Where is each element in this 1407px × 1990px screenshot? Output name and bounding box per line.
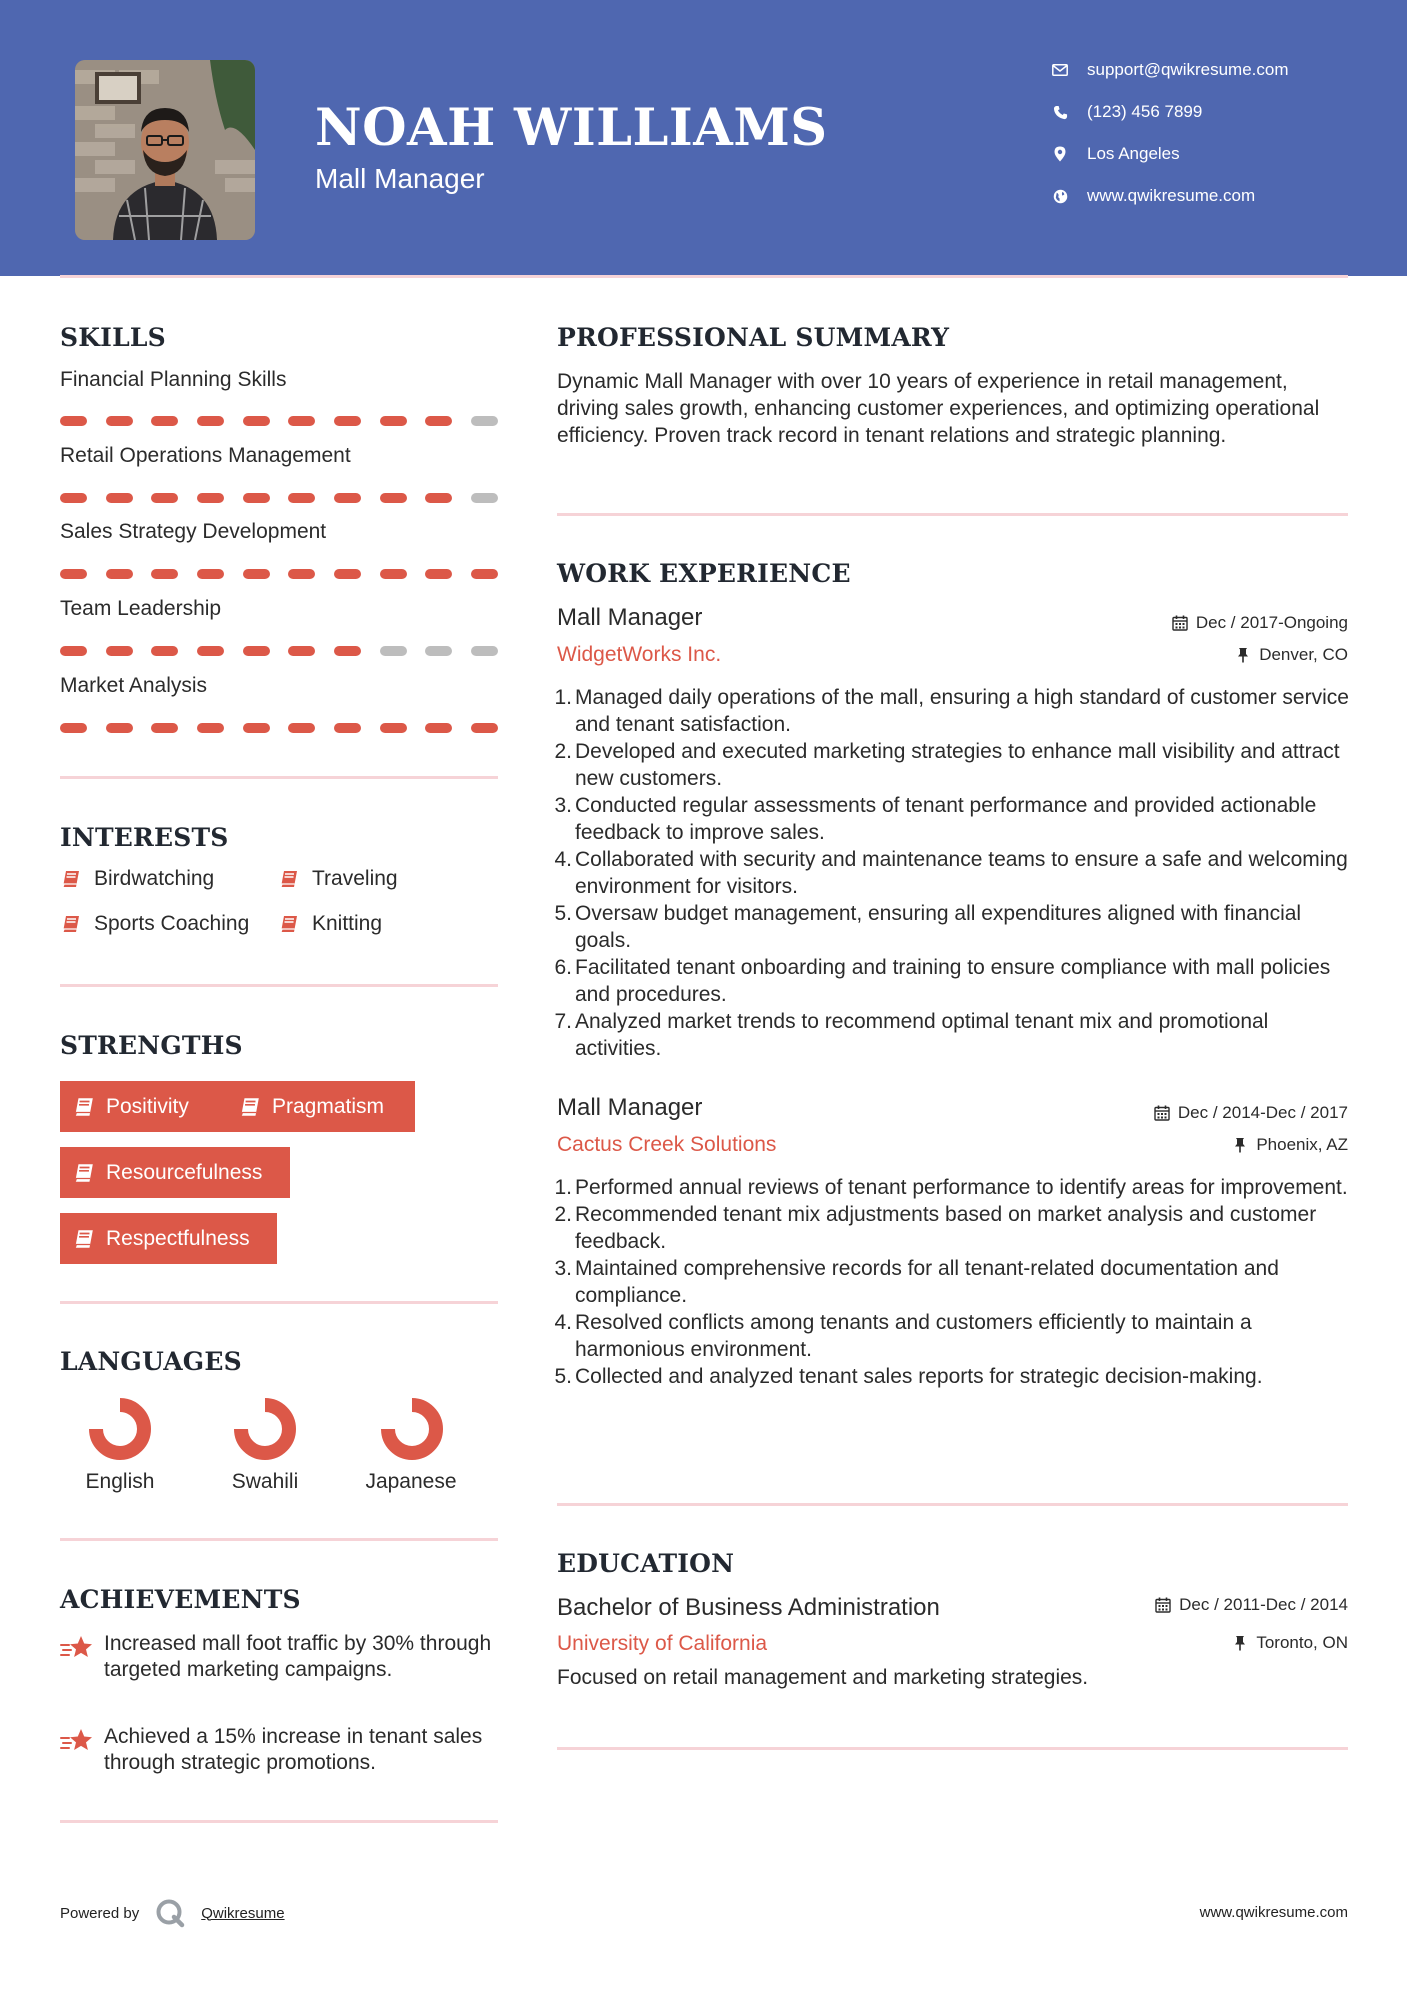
skill-bar	[60, 646, 498, 656]
job-date	[1171, 613, 1348, 633]
section-divider	[557, 513, 1348, 516]
section-divider	[60, 1301, 498, 1304]
pushpin-icon	[1231, 1634, 1249, 1652]
job-location-text: Phoenix, AZ	[1256, 1135, 1348, 1154]
strength-tag	[60, 1213, 277, 1264]
education-date	[1154, 1595, 1348, 1615]
skill-segment-filled	[197, 569, 224, 579]
job-title: Mall Manager	[557, 604, 703, 631]
skill-segment-filled	[425, 723, 452, 733]
powered-by-label: Powered by	[60, 1904, 140, 1922]
skill-bar	[60, 569, 498, 579]
strength-label: Resourcefulness	[106, 1160, 263, 1184]
responsibility-item: 3. Conducted regular assessments of tenant performance and provided actionable feedback to improve sales.	[554, 794, 1317, 844]
job-location-text: Denver, CO	[1259, 645, 1348, 664]
interest-item	[60, 912, 249, 936]
skill-segment-filled	[334, 493, 361, 503]
section-divider	[557, 1503, 1348, 1506]
section-divider	[60, 776, 498, 779]
skill-segment-filled	[106, 646, 133, 656]
summary-title: PROFESSIONAL SUMMARY	[557, 323, 950, 352]
responsibility-item: 5. Oversaw budget management, ensuring all expenditures aligned with financial goals.	[554, 902, 1302, 952]
skill-segment-filled	[60, 569, 87, 579]
skill-segment-filled	[288, 723, 315, 733]
strength-tag	[60, 1147, 290, 1198]
section-divider	[60, 1538, 498, 1541]
strength-label: Respectfulness	[106, 1226, 250, 1250]
language-gauge	[352, 1397, 472, 1461]
skill-segment-filled	[334, 416, 361, 426]
pushpin-icon	[1234, 646, 1252, 664]
interest-label: Sports Coaching	[94, 912, 250, 935]
candidate-role: Mall Manager	[315, 163, 485, 194]
skill-segment-filled	[60, 493, 87, 503]
contact-website-text: www.qwikresume.com	[1087, 186, 1256, 205]
skill-segment-filled	[151, 493, 178, 503]
responsibility-item: 4. Resolved conflicts among tenants and customers efficiently to maintain a harmonious environment.	[554, 1311, 1252, 1361]
skill-segment-filled	[106, 416, 133, 426]
language-level-ring	[233, 1397, 297, 1461]
skill-segment-filled	[425, 493, 452, 503]
skill-segment-empty	[380, 646, 407, 656]
strengths-title: STRENGTHS	[60, 1031, 243, 1060]
skill-segment-filled	[197, 493, 224, 503]
footer-website[interactable]: www.qwikresume.com	[1199, 1904, 1348, 1921]
phone-icon	[1050, 102, 1070, 122]
skill-segment-filled	[197, 723, 224, 733]
qwikresume-link[interactable]: Qwikresume	[201, 1904, 285, 1922]
skill-segment-empty	[425, 646, 452, 656]
pushpin-icon	[1231, 1136, 1249, 1154]
skill-name: Market Analysis	[60, 674, 208, 697]
strength-tag	[60, 1081, 226, 1132]
contact-website[interactable]	[1050, 181, 1255, 211]
language-gauge	[205, 1397, 325, 1461]
education-date-text: Dec / 2011-Dec / 2014	[1179, 1595, 1348, 1614]
skill-segment-filled	[60, 723, 87, 733]
responsibility-item: 6. Facilitated tenant onboarding and training to ensure compliance with mall policies and procedures.	[554, 956, 1331, 1006]
job-title: Mall Manager	[557, 1094, 703, 1121]
skill-segment-filled	[243, 493, 270, 503]
skill-segment-filled	[380, 723, 407, 733]
book-icon	[60, 868, 82, 890]
skill-segment-empty	[471, 493, 498, 503]
skill-name: Team Leadership	[60, 597, 222, 620]
calendar-icon	[1153, 1104, 1171, 1122]
skill-segment-filled	[60, 646, 87, 656]
section-divider	[60, 1820, 498, 1823]
skill-segment-filled	[380, 569, 407, 579]
interests-title: INTERESTS	[60, 823, 229, 852]
skill-segment-filled	[425, 569, 452, 579]
responsibility-item: 1. Managed daily operations of the mall, ensuring a high standard of customer service and tenant satisfaction.	[554, 686, 1349, 736]
book-icon	[238, 1095, 262, 1119]
skill-segment-filled	[288, 416, 315, 426]
language-label: Swahili	[231, 1470, 299, 1493]
strength-label: Positivity	[106, 1094, 189, 1118]
degree-title: Bachelor of Business Administration	[557, 1594, 940, 1621]
calendar-icon	[1171, 614, 1189, 632]
skills-title: SKILLS	[60, 323, 166, 352]
responsibility-item: 2. Recommended tenant mix adjustments based on market analysis and customer feedback.	[554, 1203, 1317, 1253]
company-name: WidgetWorks Inc.	[557, 643, 722, 666]
skill-bar	[60, 493, 498, 503]
section-divider	[60, 984, 498, 987]
skill-bar	[60, 416, 498, 426]
language-gauge	[60, 1397, 180, 1461]
book-icon	[60, 913, 82, 935]
job-responsibilities	[554, 684, 1352, 1062]
strength-label: Pragmatism	[272, 1094, 385, 1118]
book-icon	[278, 868, 300, 890]
section-divider	[557, 1747, 1348, 1750]
achievement-text: Increased mall foot traffic by 30% through targeted marketing campaigns.	[104, 1632, 492, 1681]
skill-segment-filled	[334, 646, 361, 656]
language-label: English	[85, 1470, 155, 1493]
skill-segment-filled	[243, 646, 270, 656]
contact-email-text: support@qwikresume.com	[1087, 60, 1289, 79]
skill-segment-filled	[151, 416, 178, 426]
footer-powered-by	[60, 1898, 285, 1928]
contact-phone[interactable]	[1050, 97, 1202, 127]
contact-location-text: Los Angeles	[1087, 144, 1180, 163]
candidate-name: NOAH WILLIAMS	[315, 98, 828, 158]
education-location-text: Toronto, ON	[1256, 1633, 1348, 1652]
book-icon	[72, 1161, 96, 1185]
interest-item	[278, 912, 382, 936]
globe-icon	[1050, 186, 1070, 206]
profile-photo-illustration	[75, 60, 255, 240]
skill-segment-filled	[288, 569, 315, 579]
contact-location	[1050, 139, 1180, 169]
skill-segment-empty	[471, 646, 498, 656]
interest-label: Birdwatching	[94, 867, 215, 890]
location-pin-icon	[1050, 144, 1070, 164]
achievements-title: ACHIEVEMENTS	[60, 1585, 301, 1614]
shooting-star-icon	[60, 1726, 94, 1756]
responsibility-item: 2. Developed and executed marketing strategies to enhance mall visibility and attract new customers.	[554, 740, 1340, 790]
resume-header	[0, 0, 1407, 276]
language-level-ring	[380, 1397, 444, 1461]
responsibility-item: 5. Collected and analyzed tenant sales reports for strategic decision-making.	[554, 1365, 1263, 1388]
responsibility-item: 7. Analyzed market trends to recommend optimal tenant mix and promotional activities.	[554, 1010, 1269, 1060]
profile-photo	[75, 60, 255, 240]
education-description: Focused on retail management and marketing strategies.	[557, 1666, 1089, 1689]
skill-name: Financial Planning Skills	[60, 368, 287, 391]
skill-segment-filled	[60, 416, 87, 426]
interest-label: Knitting	[312, 912, 383, 935]
job-date-text: Dec / 2017-Ongoing	[1195, 613, 1348, 632]
skill-segment-filled	[106, 723, 133, 733]
shooting-star-icon	[60, 1633, 94, 1663]
summary-text: Dynamic Mall Manager with over 10 years of experience in retail management, driving sales growth, enhancing customer experiences, and optimizing operational efficiency. Proven track record in tenant relations and strategic planning.	[557, 370, 1320, 447]
qwikresume-logo-icon	[153, 1896, 187, 1930]
skill-segment-filled	[151, 569, 178, 579]
skill-segment-filled	[151, 646, 178, 656]
header-divider	[60, 275, 1348, 278]
contact-email[interactable]	[1050, 55, 1289, 85]
skill-segment-filled	[471, 723, 498, 733]
languages-title: LANGUAGES	[60, 1347, 242, 1376]
skill-segment-filled	[471, 569, 498, 579]
job-date-text: Dec / 2014-Dec / 2017	[1177, 1103, 1348, 1122]
skill-segment-filled	[197, 416, 224, 426]
book-icon	[278, 913, 300, 935]
skill-segment-filled	[106, 569, 133, 579]
skill-segment-filled	[243, 569, 270, 579]
responsibility-item: 1. Performed annual reviews of tenant performance to identify areas for improvement.	[554, 1176, 1348, 1199]
skill-name: Sales Strategy Development	[60, 520, 327, 543]
skill-segment-filled	[197, 646, 224, 656]
book-icon	[72, 1227, 96, 1251]
skill-segment-empty	[471, 416, 498, 426]
book-icon	[72, 1095, 96, 1119]
skill-segment-filled	[334, 569, 361, 579]
experience-title: WORK EXPERIENCE	[557, 559, 851, 588]
skill-segment-filled	[334, 723, 361, 733]
interest-item	[278, 867, 398, 891]
school-name: University of California	[557, 1632, 768, 1655]
language-level-ring	[88, 1397, 152, 1461]
skill-segment-filled	[425, 416, 452, 426]
skill-segment-filled	[380, 416, 407, 426]
skill-segment-filled	[288, 493, 315, 503]
skill-segment-filled	[243, 723, 270, 733]
responsibility-item: 3. Maintained comprehensive records for all tenant-related documentation and compliance.	[554, 1257, 1279, 1307]
skill-segment-filled	[243, 416, 270, 426]
achievement-text: Achieved a 15% increase in tenant sales through strategic promotions.	[104, 1725, 483, 1774]
education-location	[1231, 1633, 1348, 1653]
envelope-icon	[1050, 60, 1070, 80]
interest-item	[60, 867, 214, 891]
contact-phone-text: (123) 456 7899	[1087, 102, 1203, 121]
education-title: EDUCATION	[557, 1549, 735, 1578]
job-responsibilities	[554, 1174, 1352, 1390]
responsibility-item: 4. Collaborated with security and maintenance teams to ensure a safe and welcoming environment for visitors.	[554, 848, 1348, 898]
job-date	[1153, 1103, 1348, 1123]
job-location	[1234, 645, 1348, 665]
language-label: Japanese	[365, 1470, 457, 1493]
skill-segment-filled	[106, 493, 133, 503]
calendar-icon	[1154, 1596, 1172, 1614]
strength-tag	[226, 1081, 415, 1132]
skill-name: Retail Operations Management	[60, 444, 351, 467]
job-location	[1231, 1135, 1348, 1155]
skill-bar	[60, 723, 498, 733]
company-name: Cactus Creek Solutions	[557, 1133, 777, 1156]
skill-segment-filled	[288, 646, 315, 656]
skill-segment-filled	[380, 493, 407, 503]
interest-label: Traveling	[312, 867, 398, 890]
skill-segment-filled	[151, 723, 178, 733]
